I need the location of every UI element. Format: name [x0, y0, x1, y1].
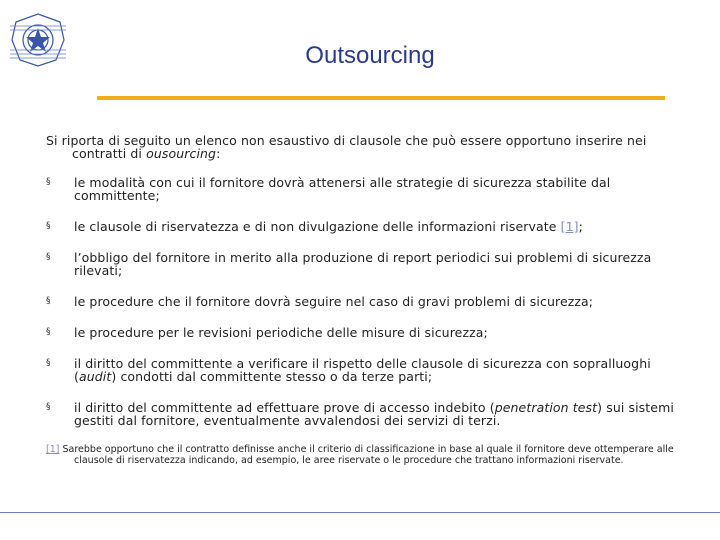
intro-paragraph: Si riporta di seguito un elenco non esaustivo di clausole che può essere opportuno inserire nei contratti di ousourcing: [46, 133, 647, 161]
bullet-icon: § [46, 358, 51, 368]
bottom-divider [0, 512, 720, 513]
bullet-icon: § [46, 402, 51, 412]
list-item: § le modalità con cui il fornitore dovrà attenersi alle strategie di sicurezza stabilite dal committente; [46, 175, 611, 203]
bullet-icon: § [46, 296, 51, 306]
footnote-link[interactable]: [1] [560, 219, 579, 234]
list-item: § il diritto del committente ad effettuare prove di accesso indebito (penetration test) sui sistemi gestiti dal fornitore, eventualmente avvalendosi dei servizi di terzi. [46, 400, 674, 428]
emblem-logo [8, 10, 68, 70]
content-body [46, 134, 676, 445]
list-item: § le procedure per le revisioni periodiche delle misure di sicurezza; [46, 325, 488, 340]
list-item: § le procedure che il fornitore dovrà seguire nel caso di gravi problemi di sicurezza; [46, 294, 594, 309]
bullet-icon: § [46, 327, 51, 337]
footnote-anchor[interactable]: [1] [46, 444, 60, 455]
list-item: § il diritto del committente a verificare il rispetto delle clausole di sicurezza con sopralluoghi (audit) condotti dal committente stesso o da terze parti; [46, 356, 651, 384]
page-title: Outsourcing [305, 42, 435, 69]
list-item: § le clausole di riservatezza e di non divulgazione delle informazioni riservate [1]; [46, 219, 583, 234]
bullet-icon: § [46, 252, 51, 262]
bullet-icon: § [46, 177, 51, 187]
clause-list [46, 176, 676, 427]
list-item: § l’obbligo del fornitore in merito alla produzione di report periodici sui problemi di sicurezza rilevati; [46, 250, 652, 278]
footnote: [1] Sarebbe opportuno che il contratto definisse anche il criterio di classificazione in base al quale il fornitore deve ottemperare alle clausole di riservatezza indicando, ad esempio, le aree riservate o le procedure che trattano informazioni riservate. [46, 444, 674, 466]
title-divider [97, 96, 665, 100]
bullet-icon: § [46, 221, 51, 231]
